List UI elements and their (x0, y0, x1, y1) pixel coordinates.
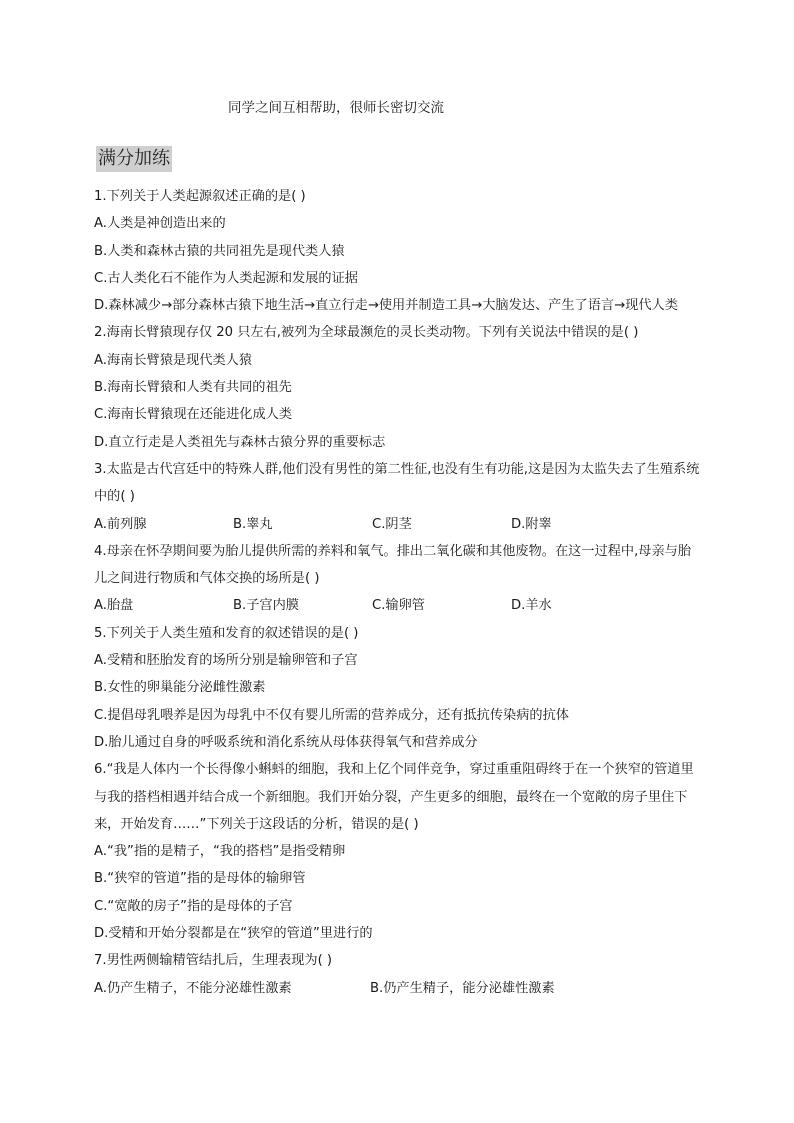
question-3-option-d: D.附睾 (511, 516, 552, 532)
question-6-option-b: B.“狭窄的管道”指的是母体的输卵管 (94, 871, 306, 887)
question-4-option-b: B.子宫内膜 (233, 598, 299, 614)
question-3-stem: 3.太监是古代宫廷中的特殊人群,他们没有男性的第二性征,也没有生有功能,这是因为太监失去了生殖系统中的( ) (94, 461, 700, 505)
header-tagline: 同学之间互相帮助，很师长密切交流 (228, 100, 444, 116)
question-1-option-b: B.人类和森林古猿的共同祖先是现代类人猿 (94, 243, 345, 259)
section-title: 满分加练 (96, 146, 172, 172)
question-6-option-c: C.“宽敞的房子”指的是母体的子宫 (94, 898, 293, 914)
question-2-option-c: C.海南长臂猿现在还能进化成人类 (94, 407, 293, 423)
question-7-option-b: B.仍产生精子，能分泌雄性激素 (370, 980, 555, 996)
question-5-option-b: B.女性的卵巢能分泌雌性激素 (94, 680, 266, 696)
question-5-option-c: C.提倡母乳喂养是因为母乳中不仅有婴儿所需的营养成分，还有抵抗传染病的抗体 (94, 707, 569, 723)
question-6-option-d: D.受精和开始分裂都是在“狭窄的管道”里进行的 (94, 926, 373, 942)
question-2-stem: 2.海南长臂猿现存仅 20 只左右,被列为全球最濒危的灵长类动物。下列有关说法中错误的是( ) (94, 325, 639, 341)
question-6-option-a: A.“我”指的是精子，“我的搭档”是指受精卵 (94, 844, 346, 860)
question-1-option-a: A.人类是神创造出来的 (94, 216, 226, 232)
question-1-stem: 1.下列关于人类起源叙述正确的是( ) (94, 189, 306, 204)
question-2-option-d: D.直立行走是人类祖先与森林古猿分界的重要标志 (94, 434, 386, 450)
question-4-option-c: C.输卵管 (372, 598, 425, 614)
question-5-stem: 5.下列关于人类生殖和发育的叙述错误的是( ) (94, 625, 359, 641)
question-2-option-a: A.海南长臂猿是现代类人猿 (94, 352, 253, 368)
question-7-options (94, 975, 704, 1002)
question-7-stem: 7.男性两侧输精管结扎后，生理表现为( ) (94, 953, 333, 969)
question-4-option-a: A.胎盘 (94, 598, 134, 614)
question-4-option-d: D.羊水 (511, 598, 552, 614)
question-4-stem: 4.母亲在怀孕期间要为胎儿提供所需的养料和氧气。排出二氧化碳和其他废物。在这一过程中,母亲与胎儿之间进行物质和气体交换的场所是( ) (94, 543, 692, 587)
question-4-options (94, 592, 704, 619)
question-3-options (94, 511, 704, 538)
question-2-option-b: B.海南长臂猿和人类有共同的祖先 (94, 380, 292, 396)
question-1-option-d: D.森林减少→部分森林古猿下地生活→直立行走→使用并制造工具→大脑发达、产生了语言→现代人类 (94, 298, 678, 314)
question-3-option-a: A.前列腺 (94, 516, 147, 532)
question-list (94, 183, 704, 1002)
question-5-option-d: D.胎儿通过自身的呼吸系统和消化系统从母体获得氧气和营养成分 (94, 734, 478, 750)
question-5-option-a: A.受精和胚胎发育的场所分别是输卵管和子宫 (94, 653, 358, 669)
question-1-option-c: C.古人类化石不能作为人类起源和发展的证据 (94, 270, 358, 286)
question-3-option-b: B.睾丸 (233, 516, 273, 532)
question-3-option-c: C.阴茎 (372, 516, 412, 532)
question-6-stem: 6.“我是人体内一个长得像小蝌蚪的细胞，我和上亿个同伴竞争，穿过重重阻碍终于在一个狭窄的管道里与我的搭档相遇并结合成一个新细胞。我们开始分裂，产生更多的细胞，最终在一个宽敞的房子里住下来，开始发育……”下列关于这段话的分析，错误的是( ) (94, 762, 694, 832)
question-7-option-a: A.仍产生精子，不能分泌雄性激素 (94, 980, 292, 996)
